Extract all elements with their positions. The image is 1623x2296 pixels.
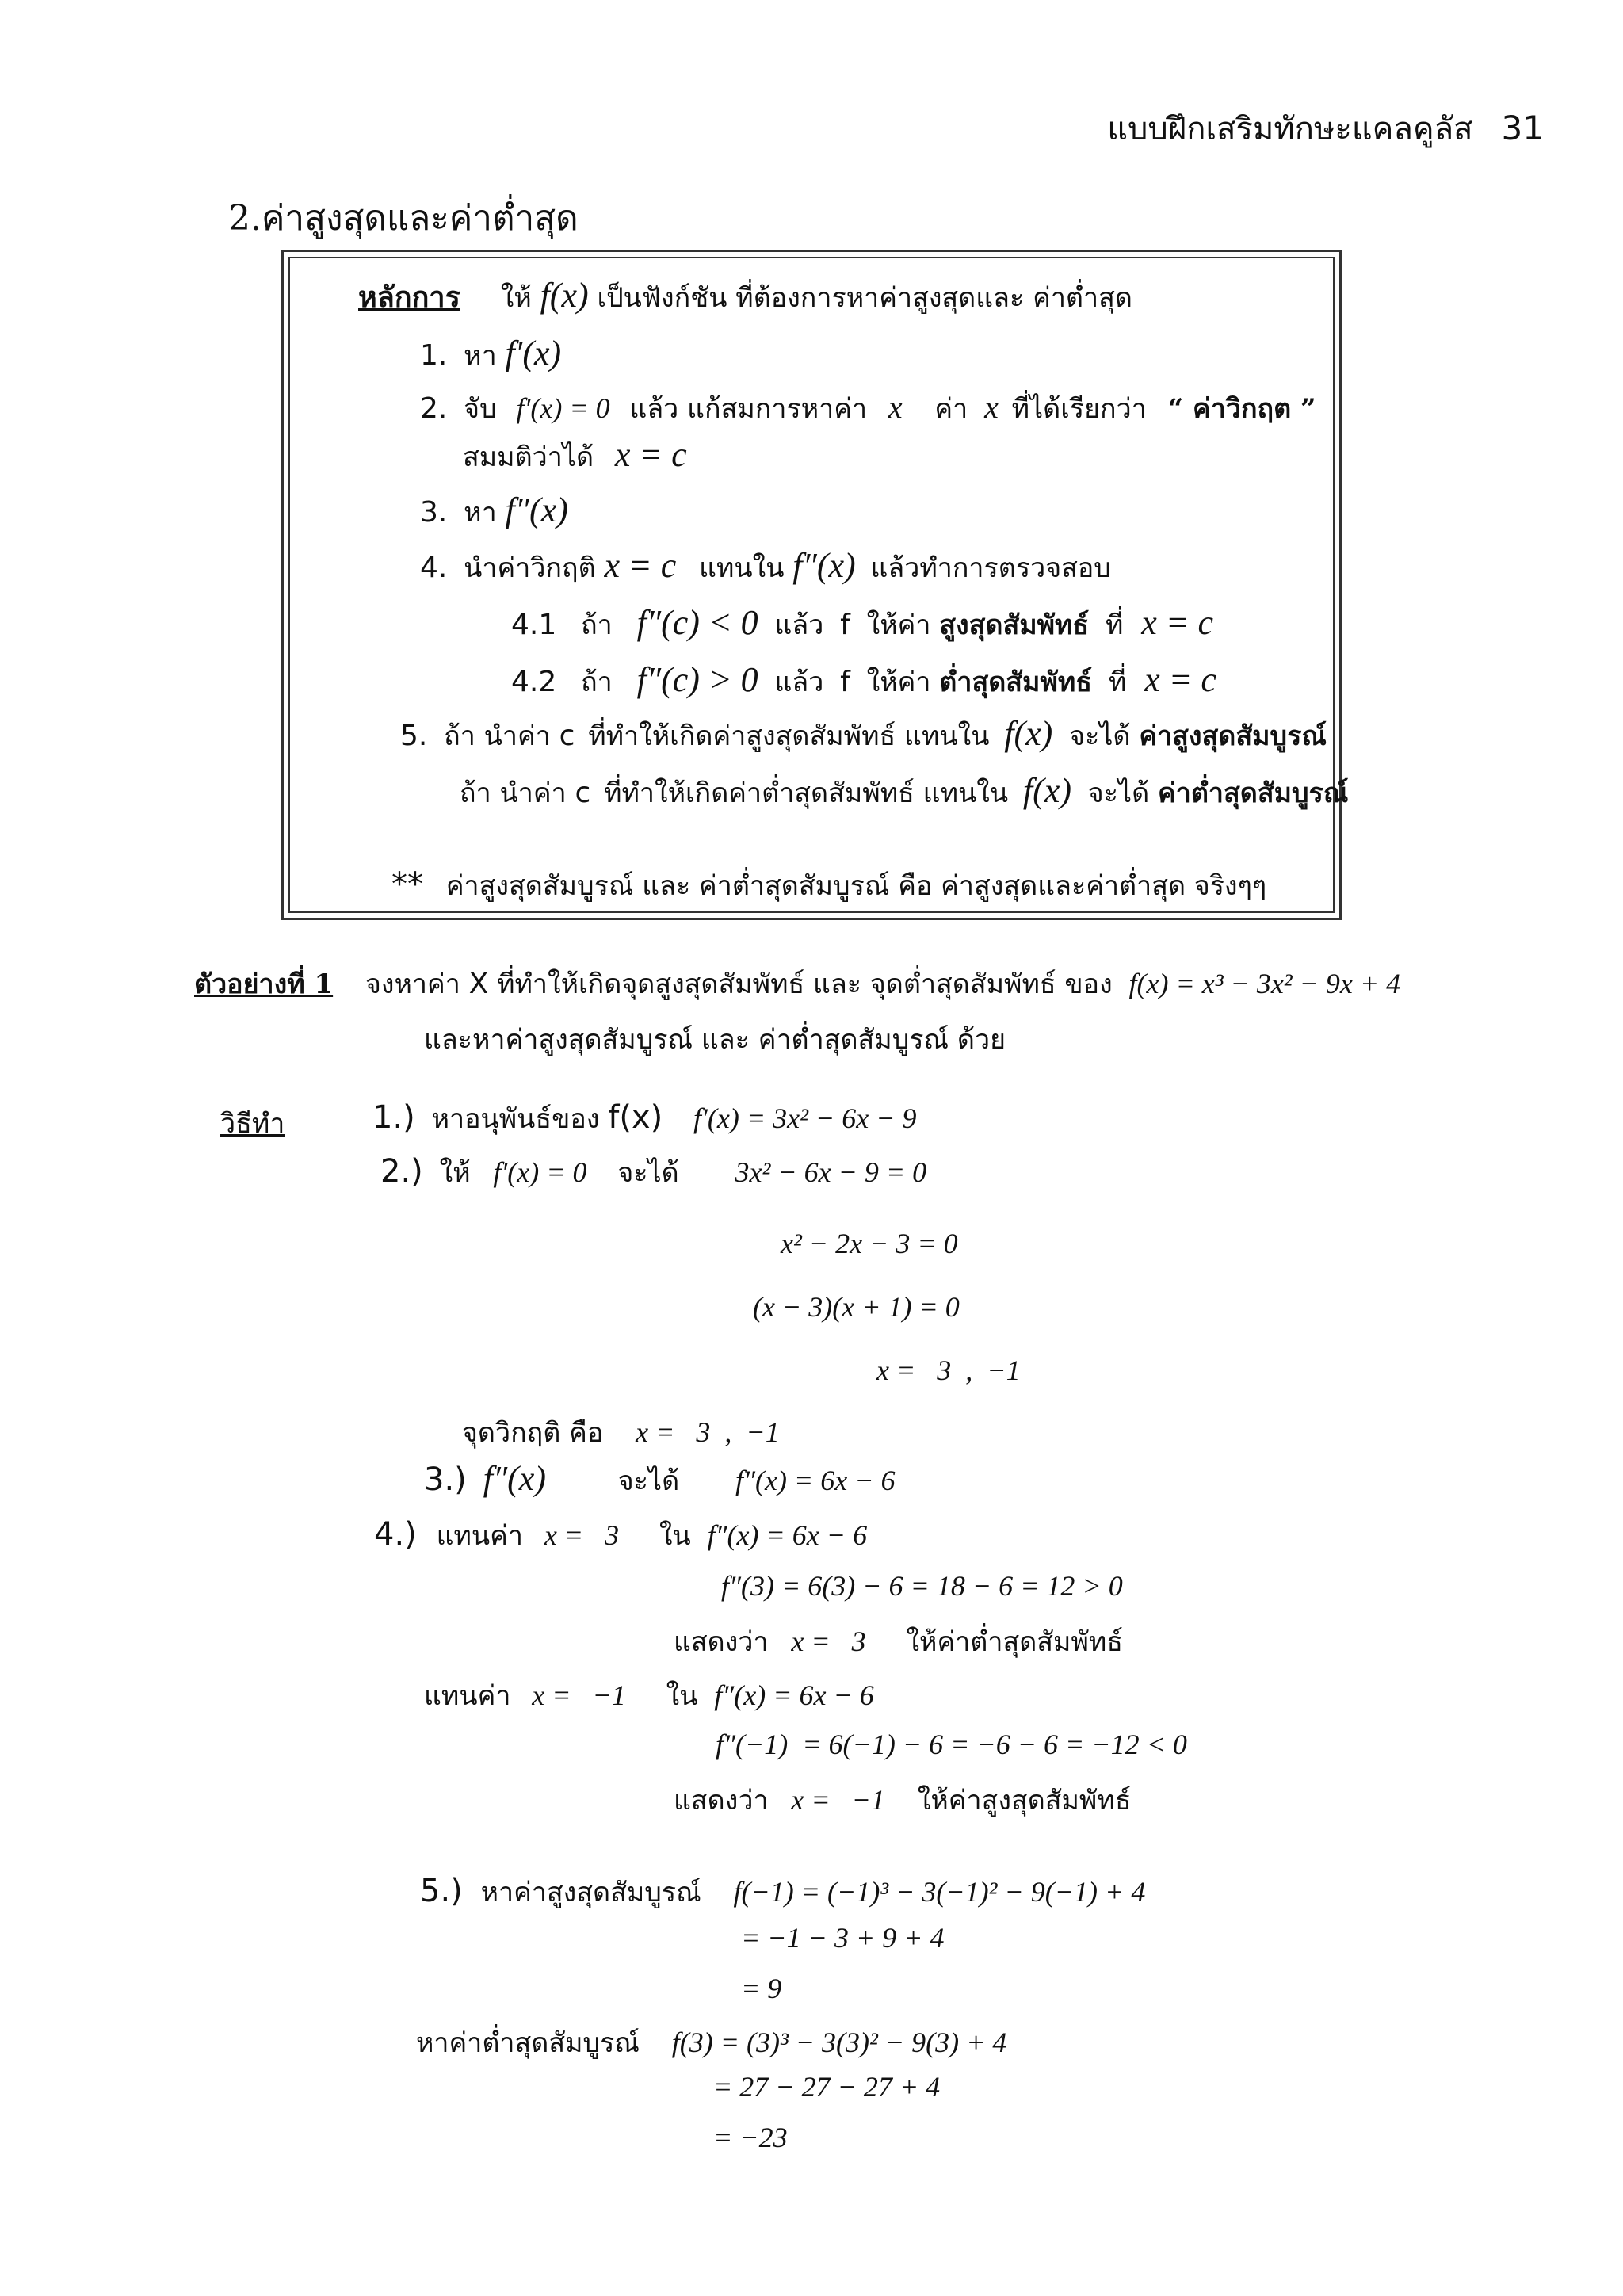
principle-step-3 [420,490,568,533]
step-text: ถ้า [581,609,613,641]
step-math: f″(x) = 6x − 6 [714,1679,874,1711]
solution-step-6 [416,2021,1006,2064]
step-math: f(x) [608,1099,663,1136]
step-math: f″(x) [792,546,856,585]
principle-step-5 [400,713,1327,757]
step-text: หา [464,497,497,529]
step-math: x = 3 [544,1519,620,1551]
book-title: แบบฝึกเสริมทักษะแคลคูลัส [1107,111,1473,147]
step-math: x = c [604,546,677,585]
relative-max-term: สูงสุดสัมพัทธ์ [939,609,1090,641]
relative-min-term: ต่ำสุดสัมพัทธ์ [939,667,1093,698]
principle-intro [358,274,1132,319]
step-number: 4.2 [511,666,557,698]
step-text: ที่ [1106,609,1124,641]
step-text: ที่ทำให้เกิดค่าสูงสุดสัมพัทธ์ แทนใน [588,720,990,752]
step-number: 5.) [420,1873,463,1909]
conclusion-line [674,1620,1123,1663]
step-text: จะได้ [617,1465,680,1497]
step-text: หาอนุพันธ์ของ [431,1103,600,1135]
step-text: นำค่าวิกฤติ [464,552,596,584]
step-math: f′(x) = 3x² − 6x − 9 [693,1102,917,1134]
page-number: 31 [1501,109,1544,147]
step-text: ที่ได้เรียกว่า [1011,393,1147,425]
step-text: ใน [659,1520,691,1552]
step-math: f″(x) [483,1459,546,1498]
principle-note [391,864,1266,907]
step-text: ถ้า นำค่า [460,777,567,809]
example-question-line-2: และหาค่าสูงสุดสัมบูรณ์ และ ค่าต่ำสุดสัมบูรณ์ ด้วย [424,1024,1006,1056]
step-text: จะได้ [617,1157,679,1189]
step-math: f″(x) = 6x − 6 [735,1465,896,1496]
principle-step-4-2 [511,659,1216,703]
step-math: x = 3 , −1 [636,1416,780,1448]
principle-step-1 [420,333,561,376]
step-math: 3x² − 6x − 9 = 0 [735,1156,927,1188]
step-text: ให้ [439,1157,471,1189]
step-text: ให้ค่า [866,667,931,698]
equation-line: = 9 [741,1973,782,2004]
step-text: จุดวิกฤติ คือ [462,1417,604,1449]
equation-line: f″(−1) = 6(−1) − 6 = −6 − 6 = −12 < 0 [716,1729,1187,1760]
step-number: 3. [420,496,448,529]
step-text: หาค่าต่ำสุดสัมบูรณ์ [416,2027,640,2059]
step-text: แล้ว [774,609,824,641]
step-math: f(3) = (3)³ − 3(3)² − 9(3) + 4 [671,2027,1007,2058]
note-text: ค่าสูงสุดสัมบูรณ์ และ ค่าต่ำสุดสัมบูรณ์ คือ ค่าสูงสุดและค่าต่ำสุด จริงๆๆ [445,870,1267,902]
step-text: แทนค่า [436,1520,523,1552]
principle-heading: หลักการ [358,281,460,314]
step-text: ให้ค่าสูงสุดสัมพัทธ์ [917,1785,1132,1817]
step-math: x = c [1141,603,1214,642]
step-math: f′(x) [505,334,562,372]
solution-step-1 [372,1097,917,1140]
step-text: ที่ [1108,667,1127,698]
step-math: f(x) [1004,714,1053,753]
note-stars: ** [391,866,423,903]
equation-line: = −1 − 3 + 9 + 4 [741,1922,945,1954]
principle-step-2-line-2 [463,434,687,478]
equation-line: x² − 2x − 3 = 0 [781,1228,958,1259]
step-math: x = c [1144,660,1216,699]
step-math: x = −1 [791,1784,885,1816]
example-text: ที่ทำให้เกิดจุดสูงสุดสัมพัทธ์ และ จุดต่ำสุดสัมพัทธ์ ของ [497,968,1113,1000]
step-text: แสดงว่า [674,1626,769,1658]
step-number: 1.) [372,1099,415,1136]
step-math: f [840,609,850,641]
step-number: 5. [400,720,428,752]
equation-line: x = 3 , −1 [876,1354,1021,1386]
step-text: แล้ว [774,667,824,698]
step-math: f(x) [1022,771,1071,810]
step-number: 4.) [374,1516,417,1553]
step-math: f″(c) < 0 [636,603,758,642]
step-math: f′(x) = 0 [493,1156,587,1188]
principle-step-4-1 [511,602,1213,646]
step-text: แทนค่า [424,1680,511,1712]
equation-line: f″(3) = 6(3) − 6 = 18 − 6 = 12 > 0 [721,1570,1123,1602]
principle-step-5-line-2 [460,770,1348,814]
step-text: แสดงว่า [674,1785,769,1817]
step-math: x = −1 [532,1679,626,1711]
running-header [1107,103,1544,154]
example-text: จงหาค่า [365,968,460,1000]
step-text: แล้ว แก้สมการหาค่า [629,393,868,425]
step-math: c [559,720,575,752]
example-label: ตัวอย่างที่ 1 [194,968,334,1000]
critical-value-term: “ ค่าวิกฤต ” [1167,393,1316,425]
solution-step-4 [374,1514,867,1557]
step-math: f″(x) [505,491,568,529]
step-text: สมมติว่าได้ [463,441,594,473]
step-text: หา [464,340,497,372]
step-text: จับ [464,393,497,425]
step-math: f″(x) = 6x − 6 [707,1519,868,1551]
step-text: ถ้า [581,667,613,698]
equation-line: = 27 − 27 − 27 + 4 [713,2071,941,2103]
step-text: จะได้ [1069,720,1131,752]
absolute-min-term: ค่าต่ำสุดสัมบูรณ์ [1157,777,1349,809]
step-text: ค่า [934,393,968,425]
solution-step-3 [424,1458,896,1502]
step-text: ให้ค่า [866,609,931,641]
step-text: ให้ค่าต่ำสุดสัมพัทธ์ [906,1626,1124,1658]
step-text: ถ้า นำค่า [444,720,551,752]
step-text: แล้วทำการตรวจสอบ [870,552,1111,584]
equation-line: (x − 3)(x + 1) = 0 [753,1291,960,1323]
section-title: 2.ค่าสูงสุดและค่าต่ำสุด [228,198,579,239]
step-text: หาค่าสูงสุดสัมบูรณ์ [480,1877,701,1908]
principle-step-4 [420,545,1111,589]
step-number: 3.) [424,1461,467,1498]
intro-text-b: เป็นฟังก์ชัน ที่ต้องการหาค่าสูงสุดและ ค่าต่ำสุด [597,282,1132,314]
step-number: 2. [420,392,448,425]
intro-fx: f(x) [540,276,589,315]
step-number: 1. [420,339,448,372]
example-function: f(x) = x³ − 3x² − 9x + 4 [1128,968,1401,999]
step-math: x = 3 [791,1626,866,1657]
solution-step-2 [380,1151,926,1194]
step-text: จะได้ [1087,777,1150,809]
step-text: แทนใน [699,552,785,584]
critical-points-line [462,1411,780,1454]
solution-step-5 [420,1870,1145,1913]
equation-line: = −23 [713,2122,788,2153]
intro-text-a: ให้ [500,282,532,314]
step-number: 2.) [380,1153,423,1190]
step-math: c [575,777,591,809]
solution-step-4-second [424,1674,874,1717]
step-number: 4.1 [511,609,557,641]
absolute-max-term: ค่าสูงสุดสัมบูรณ์ [1139,720,1327,752]
step-math: x [888,389,903,425]
step-math: x [984,389,999,425]
step-math: f(−1) = (−1)³ − 3(−1)² − 9(−1) + 4 [733,1876,1146,1908]
example-question [194,962,1400,1005]
step-math: f [840,666,850,698]
step-text: ใน [666,1680,698,1712]
solution-label: วิธีทำ [220,1108,285,1140]
conclusion-line [674,1778,1132,1821]
step-math: x = c [614,435,687,474]
step-math: f′(x) = 0 [516,392,610,424]
step-math: f″(c) > 0 [636,660,758,699]
step-number: 4. [420,552,448,584]
principle-step-2 [420,387,1316,430]
step-text: ที่ทำให้เกิดค่าต่ำสุดสัมพัทธ์ แทนใน [604,777,1009,809]
example-variable: X [468,968,489,1000]
